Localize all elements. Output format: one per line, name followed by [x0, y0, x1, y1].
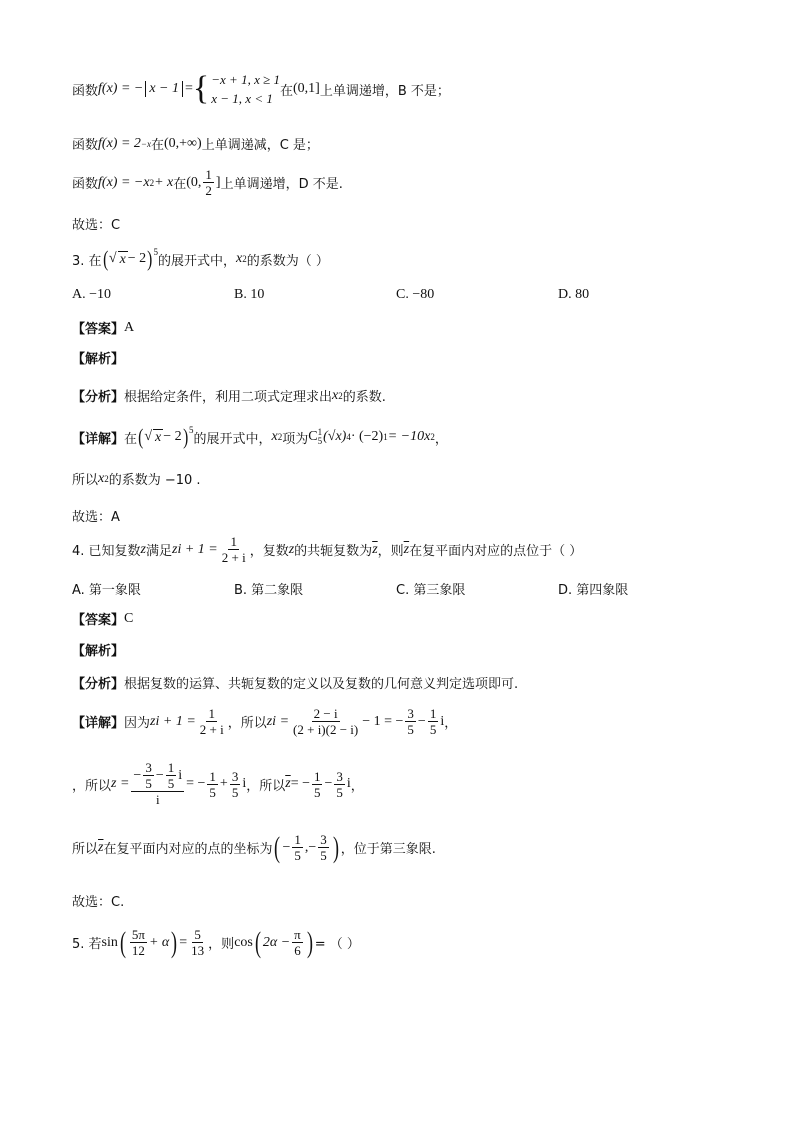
math: f(x) = −x [98, 174, 150, 190]
question-4 [72, 534, 582, 565]
text: 在 [124, 431, 138, 447]
math: − [324, 776, 333, 791]
math: + [219, 776, 228, 791]
fraction [318, 832, 329, 863]
fraction [166, 760, 177, 791]
math: $\overline{z}$ [372, 541, 378, 557]
text: ， [350, 778, 364, 794]
paren-icon: ) [332, 830, 339, 864]
text: 在复平面内对应的点的坐标为 [103, 842, 273, 857]
math: zi + 1 = [172, 541, 218, 557]
math: sin [101, 934, 118, 950]
fraction [198, 706, 226, 737]
paren-icon: ) [182, 424, 188, 449]
text: 函数 [72, 83, 99, 99]
text: 的共轭复数为 [294, 544, 373, 559]
answer-line [72, 318, 134, 337]
text: 根据给定条件，利用二项式定理求出 [124, 390, 333, 405]
denominator: 5 [407, 722, 414, 737]
numerator: 1 [294, 832, 301, 847]
text: 项为 [282, 431, 309, 447]
denominator: 5 [209, 784, 216, 800]
math-comma: ,− [304, 839, 317, 855]
fenxi-label: 【分析】 [72, 390, 125, 405]
text: = （ ） [314, 937, 360, 952]
denominator: 6 [294, 943, 301, 958]
text: ，所以 [246, 778, 286, 794]
math: cos [234, 934, 253, 950]
math: · (−2) [350, 429, 384, 444]
math: z [140, 541, 146, 557]
numerator: 2 − i [313, 706, 338, 721]
text: 在 [279, 83, 293, 99]
text: 函数 [72, 138, 99, 153]
fraction [207, 769, 218, 800]
denominator: 5 [145, 776, 152, 791]
numerator: 3 [336, 768, 343, 784]
question-number: 3. 在 [72, 253, 102, 269]
select-line: 故选：A [72, 510, 120, 525]
fraction [220, 534, 248, 565]
fraction [312, 769, 323, 800]
numerator: 3 [320, 832, 327, 847]
detail-label: 【详解】 [72, 431, 125, 447]
case-2: x − 1, x < 1 [211, 91, 273, 106]
fraction [405, 706, 416, 737]
numerator: 3 [145, 760, 152, 775]
math-exp: 5 [189, 425, 194, 435]
option-b: B. 第二象限 [234, 583, 304, 598]
math: $\overline{z}$ [285, 776, 291, 791]
math-minus: − [282, 839, 291, 855]
fraction [189, 927, 206, 958]
denominator: 5 [320, 848, 327, 863]
math: − 2 [127, 251, 147, 266]
math-exp: 2 [104, 473, 109, 484]
fraction [334, 769, 345, 800]
detail-line [72, 426, 448, 448]
text: 的系数为（ ） [246, 253, 329, 269]
select-line: 故选：C. [72, 895, 125, 910]
denominator: 5 [231, 784, 239, 800]
binomial-indices [318, 428, 323, 446]
math: = [179, 934, 188, 950]
fraction [143, 760, 154, 791]
fraction [292, 832, 303, 863]
numerator: 1 [208, 706, 215, 721]
math: ] [215, 174, 221, 190]
text: 的系数为 −10 . [108, 473, 201, 488]
numerator: 3 [231, 768, 239, 784]
text: 上单调递减，C 是； [201, 138, 319, 153]
math: x [271, 429, 278, 444]
math: = −10x [387, 429, 431, 444]
denominator: 2 + i [199, 722, 224, 737]
math-sub: 5 [317, 436, 323, 446]
math: (0, [186, 174, 202, 190]
math: − [417, 713, 426, 729]
text: 在复平面内对应的点位于（ ） [409, 544, 583, 559]
math: $\overline{z}$ [403, 541, 410, 557]
text: ，位于第三象限. [340, 842, 436, 857]
math: (√x) [323, 429, 347, 444]
fraction [291, 706, 360, 737]
math-exp: 2 [242, 254, 247, 264]
math: = − [290, 776, 310, 791]
text: 上单调递增，B 不是； [319, 83, 450, 99]
math-exp: 5 [153, 247, 159, 257]
math: C [308, 429, 318, 444]
paren-icon: ( [119, 925, 126, 959]
detail-line-1 [72, 706, 457, 737]
math-exp: 2 [430, 432, 435, 442]
paren-icon: ) [171, 925, 178, 959]
math: − 1 = − [362, 713, 404, 729]
text: ， [444, 716, 458, 731]
math: i [242, 776, 247, 791]
sqrt-icon: √ [108, 251, 117, 266]
math-abs: x − 1 [145, 81, 183, 97]
text: ，复数 [249, 544, 289, 559]
text: 的展开式中， [158, 253, 237, 269]
math: zi + 1 = [150, 713, 196, 729]
math-exp: 4 [346, 432, 351, 442]
fraction [203, 167, 214, 198]
fenxi-line [72, 386, 386, 405]
fraction-complex [131, 760, 184, 808]
answer-value: C [124, 610, 134, 626]
text: 的系数. [342, 390, 386, 405]
detail-line-2 [72, 760, 364, 808]
denominator: 5 [336, 784, 343, 800]
numerator: 3 [407, 706, 414, 721]
math: x [119, 251, 126, 267]
numerator: 5 [194, 927, 201, 942]
math: x [98, 470, 105, 486]
question-5 [72, 927, 360, 958]
brace-icon: { [192, 70, 210, 107]
text: ，所以 [227, 716, 267, 731]
question-number: 4. 已知复数 [72, 544, 141, 559]
math: − [133, 767, 142, 783]
option-a: A. −10 [72, 287, 112, 302]
text: 所以 [72, 842, 99, 857]
math: + x [154, 174, 174, 190]
detail-line-3 [72, 832, 436, 863]
paren-icon: ) [147, 246, 153, 271]
numerator: 1 [167, 760, 175, 775]
denominator: 5 [294, 848, 301, 863]
fraction [230, 769, 241, 800]
analysis-label: 【解析】 [72, 644, 125, 659]
denominator: 5 [167, 776, 175, 791]
piecewise-cases [211, 70, 280, 108]
denominator: 13 [191, 943, 205, 958]
math-exp: 2 [149, 177, 155, 188]
line-function-b [72, 70, 450, 108]
math: = − [186, 776, 206, 791]
math: (0,1] [293, 81, 320, 96]
analysis-label: 【解析】 [72, 352, 125, 367]
fraction [428, 706, 439, 737]
text: 根据复数的运算、共轭复数的定义以及复数的几何意义判定选项即可. [124, 677, 519, 692]
text: ，所以 [72, 778, 112, 794]
fraction [292, 927, 303, 958]
math: $\overline{z}$ [98, 839, 104, 855]
option-c: C. −80 [396, 287, 435, 302]
paren-icon: ( [138, 424, 144, 449]
math: f(x) = − [98, 81, 144, 96]
fenxi-line [72, 673, 518, 692]
question-number: 5. 若 [72, 937, 102, 952]
detail-label: 【详解】 [72, 716, 125, 731]
numerator: 1 [429, 706, 437, 721]
paren-icon: ( [274, 830, 281, 864]
numerator: 1 [313, 768, 321, 784]
answer-value: A [124, 319, 135, 335]
math-exp: 1 [383, 432, 388, 442]
math: i [346, 776, 351, 791]
numerator [131, 760, 184, 792]
select-line: 故选：C [72, 218, 121, 233]
math: x [155, 429, 162, 445]
text: 在 [150, 138, 164, 153]
math: − 2 [163, 429, 182, 444]
paren-icon: ( [102, 246, 108, 271]
denominator: 5 [313, 784, 321, 800]
option-b: B. 10 [234, 287, 265, 302]
math: z = [111, 776, 130, 791]
option-c: C. 第三象限 [396, 583, 466, 598]
answer-line [72, 609, 133, 628]
paren-icon: ( [254, 925, 261, 959]
denominator: 2 + i [221, 550, 246, 565]
option-d: D. 80 [558, 287, 590, 302]
math-exp: 2 [277, 432, 283, 442]
denominator: 2 [205, 183, 212, 198]
numerator: 1 [230, 534, 237, 549]
math: x [332, 387, 339, 403]
numerator: π [294, 927, 301, 942]
text: 满足 [146, 544, 173, 559]
math: 2α − [262, 934, 291, 950]
option-d: D. 第四象限 [558, 583, 629, 598]
math-exp: 2 [338, 390, 343, 401]
text: 在 [173, 177, 187, 192]
sqrt-icon: √ [144, 429, 153, 444]
math: i [440, 713, 445, 729]
answer-label: 【答案】 [72, 613, 125, 628]
fraction [130, 927, 147, 958]
math-exp: −x [140, 138, 151, 149]
math: x [236, 251, 243, 266]
text: 所以 [72, 473, 99, 488]
fenxi-label: 【分析】 [72, 677, 125, 692]
line-function-d [72, 167, 343, 198]
text: 因为 [124, 716, 151, 731]
question-3 [72, 248, 329, 270]
math: z [288, 541, 295, 557]
text: 函数 [72, 177, 99, 192]
denominator: 12 [131, 943, 145, 958]
denominator: (2 + i)(2 − i) [293, 722, 359, 737]
text: ，则 [208, 937, 235, 952]
numerator: 1 [209, 768, 216, 784]
answer-label: 【答案】 [72, 322, 125, 337]
line-function-c [72, 134, 319, 153]
math: + α [148, 934, 170, 950]
text: 上单调递增，D 不是. [220, 177, 343, 192]
math: f(x) = 2 [98, 135, 141, 151]
option-a: A. 第一象限 [72, 583, 141, 598]
math: i [178, 767, 183, 783]
case-1: −x + 1, x ≥ 1 [211, 72, 280, 87]
denominator: i [155, 792, 160, 807]
paren-icon: ) [306, 925, 313, 959]
math: = [185, 81, 193, 96]
math-sup: 1 [317, 427, 323, 437]
numerator: 5π [131, 927, 145, 942]
so-line [72, 469, 201, 488]
numerator: 1 [205, 167, 212, 182]
text: ， [434, 431, 448, 447]
math: zi = [266, 713, 290, 729]
denominator: 5 [429, 722, 437, 737]
text: ，则 [377, 544, 404, 559]
math: − [155, 767, 164, 783]
text: 的展开式中， [193, 431, 272, 447]
math: (0,+∞) [163, 135, 202, 151]
